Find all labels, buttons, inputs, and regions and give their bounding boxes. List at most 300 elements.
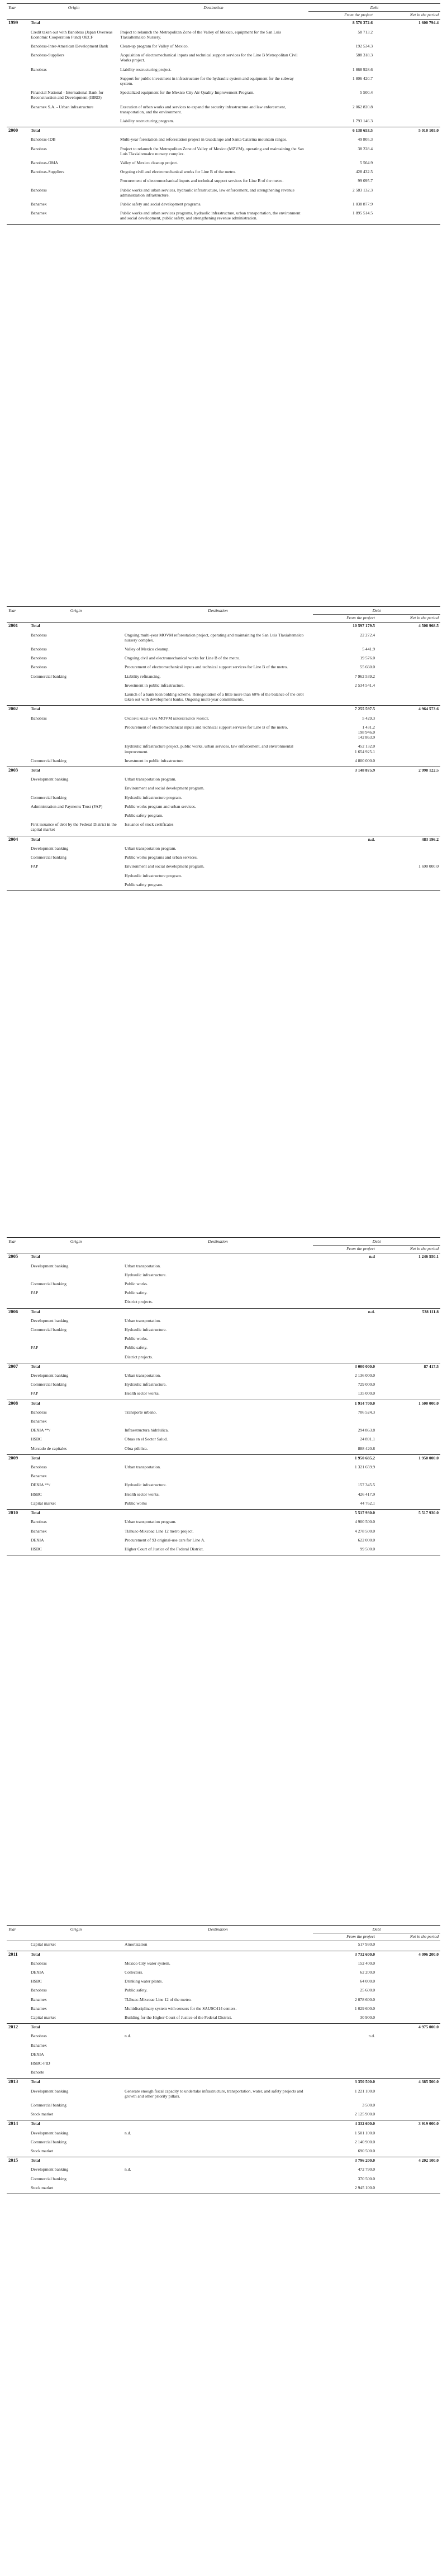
cell-from-project [313,2060,377,2069]
cell-net-period [377,682,440,691]
cell-destination: Hydraulic infrastructure program. [125,873,182,878]
cell-net-period [377,1409,440,1418]
cell-year [7,743,29,757]
cell-destination [123,1510,313,1519]
cell-from-project [313,812,377,821]
cell-origin: Banobras [31,647,47,652]
cell-net-period [377,1263,440,1272]
cell-net-period [374,89,440,103]
cell-year [7,1491,29,1500]
cell-year: 2011 [7,1951,29,1960]
table-row [7,178,440,186]
table-section-2005-2010 [0,1237,447,1915]
cell-origin: Banobras [31,632,47,638]
header-net-period: Net in the period [374,12,440,20]
debt-table [7,1925,440,2194]
cell-year [7,178,29,186]
cell-origin: Banorte [31,2070,45,2075]
cell-destination: Tláhuac-Mixcoac Line 12 of the metro. [125,1996,192,2002]
header-year: Year [7,607,29,615]
cell-destination [123,2157,313,2167]
cell-from-project [313,785,377,794]
cell-net-period [377,2148,440,2157]
cell-destination: Ongoing civil and electromechanical works for Line B of the metro. [120,169,236,175]
cell-from-project [313,1418,377,1427]
cell-year [7,1381,29,1390]
cell-net-period [377,845,440,854]
table-row [7,1960,440,1969]
cell-origin: DEXIA [31,1970,44,1975]
cell-destination [123,2042,313,2051]
cell-from-project: 38 228.4 [358,146,373,151]
table-row [7,1263,440,1272]
cell-origin: Banamex [31,1528,47,1534]
cell-destination: Ongoing multi-year MOVM reforestation project. [125,715,210,721]
cell-origin: HSBC [31,1491,42,1497]
cell-net-period [377,794,440,803]
cell-year: 2006 [7,1308,29,1318]
cell-destination [123,1473,313,1482]
table-row [7,655,440,664]
cell-origin: Banobras-IDB [31,137,56,142]
cell-destination: Amortization [125,1942,148,1947]
cell-origin: Development banking [31,2088,69,2094]
cell-net-period: 4 508 968.5 [418,623,439,629]
table-row [7,632,440,646]
cell-origin [29,682,123,691]
cell-net-period [377,1418,440,1427]
cell-year [7,1519,29,1528]
cell-net-period [377,2088,440,2102]
table-row [7,2033,440,2042]
cell-from-project [313,854,377,863]
cell-from-project: 4 900 500.0 [354,1519,375,1525]
header-origin: Origin [29,607,123,615]
cell-from-project: 1 221 100.0 [354,2088,375,2094]
total-row [7,1951,440,1960]
table-row [7,66,440,75]
cell-from-project [313,803,377,812]
cell-from-project: 888 420.8 [358,1445,375,1451]
cell-from-project: 3 000 000.0 [313,1363,377,1372]
cell-year [7,187,29,201]
cell-origin: Development banking [31,2167,69,2172]
cell-net-period: 3 919 000.0 [377,2120,440,2130]
cell-origin: Banobras [31,715,47,721]
cell-net-period [377,2166,440,2175]
cell-net-period [374,75,440,89]
cell-from-project: 426 417.9 [358,1491,375,1497]
cell-net-period [377,1482,440,1491]
total-row [7,623,440,632]
cell-from-project: 1 895 514.5 [308,210,374,224]
cell-net-period [377,2060,440,2069]
cell-year [7,29,29,43]
cell-origin: Banobras [31,66,47,72]
cell-destination: Valley of Mexico cleanup project. [120,160,178,166]
cell-from-project [313,2042,377,2051]
cell-from-project: 3 148 875.9 [313,767,377,777]
cell-year [7,2102,29,2111]
header-from-project: From the project [313,1933,377,1941]
cell-from-project: 58 713.2 [358,29,373,35]
cell-year [7,785,29,794]
cell-origin: Banobras [31,2033,47,2039]
cell-year: 2009 [7,1454,29,1464]
table-row [7,1987,440,1996]
cell-year [7,1281,29,1290]
cell-destination [123,2120,313,2130]
cell-year [7,1960,29,1969]
cell-year [7,2014,29,2024]
cell-year [7,1354,29,1363]
debt-table [7,1237,440,1555]
cell-origin [29,812,123,821]
table-row [7,776,440,785]
header-year: Year [7,4,29,12]
cell-destination [123,2148,313,2157]
cell-destination [123,1253,313,1263]
table-section-1999-2000 [0,3,447,596]
cell-net-period [377,2033,440,2042]
cell-origin: Banobras [31,664,47,670]
table-row [7,1445,440,1455]
table-row [7,43,440,52]
table-row [7,2069,440,2079]
header-from-project: From the project [308,12,374,20]
cell-from-project: 44 762.1 [360,1500,375,1506]
table-row [7,794,440,803]
cell-destination: Public works program and urban services. [125,803,196,809]
cell-year [7,104,29,118]
cell-year: 2012 [7,2024,29,2033]
cell-year [7,664,29,673]
cell-destination: Liability restructuring program. [120,118,174,124]
cell-net-period [377,2176,440,2185]
cell-year [7,1528,29,1537]
cell-from-project: 622 000.0 [358,1537,375,1543]
cell-from-project: 30 900.0 [360,2015,375,2020]
cell-origin: Total [29,1951,123,1960]
table-row [7,673,440,682]
table-row [7,75,440,89]
cell-from-project: 55 660.0 [360,664,375,670]
cell-net-period: 1 246 550.1 [418,1254,439,1260]
cell-year [7,210,29,224]
cell-net-period [377,1436,440,1445]
cell-net-period [377,1381,440,1390]
cell-from-project: n.d. [368,2033,375,2039]
cell-origin: Total [29,127,118,137]
cell-from-project: 2 078 600.0 [354,1996,375,2002]
cell-year: 2014 [7,2120,29,2130]
cell-origin: HSBC [29,1546,123,1555]
cell-origin: Total [29,1308,123,1318]
cell-destination: Public safety. [125,1290,148,1296]
cell-net-period [377,2102,440,2111]
table-row [7,2088,440,2102]
total-row [7,1510,440,1519]
cell-destination [123,2176,313,2185]
cell-net-period [377,1473,440,1482]
header-destination: Destination [123,1926,313,1933]
cell-net-period [377,1344,440,1353]
cell-net-period [377,1281,440,1290]
cell-year: 2007 [7,1363,29,1372]
cell-origin: Total [29,1400,123,1409]
table-row [7,1409,440,1418]
header-origin: Origin [29,1926,123,1933]
cell-year [7,724,29,744]
cell-destination: Transporte urbano. [125,1409,157,1415]
cell-origin: Commercial banking [31,758,66,763]
cell-from-project: 2 136 000.0 [354,1373,375,1378]
table-row [7,1299,440,1308]
cell-origin: Banamex S.A. - Urban infrastructure [31,104,94,109]
table-row [7,2148,440,2157]
cell-destination [123,1363,313,1372]
cell-year [7,89,29,103]
cell-destination: Health sector works. [125,1391,160,1396]
cell-destination: Execution of urban works and services to expand the security infrastructure and law enforcement, transportation, and the environment. [120,104,286,114]
table-row [7,2176,440,2185]
cell-destination: n.d. [125,2167,131,2172]
table-row [7,1546,440,1555]
cell-from-project: 1 321 659.9 [354,1464,375,1470]
cell-destination: Hydraulic infrastructure. [125,1382,167,1387]
cell-origin: Development banking [31,845,69,851]
cell-destination: Health sector works. [125,1491,160,1497]
cell-destination: District projects. [125,1299,153,1305]
table-section-2001-2004 [0,606,447,1227]
cell-origin: Banobras [31,1988,47,1993]
table-row [7,1335,440,1344]
table-row [7,882,440,891]
header-net-period: Net in the period [377,1246,440,1253]
cell-origin [29,1272,123,1281]
table-row [7,1327,440,1335]
cell-year: 2010 [7,1510,29,1519]
cell-net-period: 1 500 000.0 [377,1400,440,1409]
table-row [7,136,440,145]
total-row [7,20,440,29]
cell-origin: FAP [31,864,39,869]
cell-destination: Urban transportation program. [125,1519,177,1525]
cell-destination: Public works. [125,1336,148,1342]
table-row [7,1473,440,1482]
cell-year [7,1969,29,1978]
cell-destination: Hydraulic infrastructure. [125,1327,167,1333]
cell-origin [29,724,123,744]
cell-from-project [313,2051,377,2060]
cell-destination: Procurement of 93 original-use cars for Line A. [125,1537,206,1543]
cell-net-period [377,812,440,821]
cell-destination: Drinking water plants. [125,1979,163,1984]
cell-net-period [377,1537,440,1546]
cell-from-project: 706 524.3 [358,1409,375,1415]
cell-year [7,1372,29,1381]
cell-origin: Banamex [31,202,47,207]
cell-from-project: 1 806 420.7 [352,75,373,81]
table-row [7,2185,440,2194]
total-row [7,2079,440,2088]
cell-net-period [377,2130,440,2139]
cell-net-period [374,178,440,186]
cell-net-period: 1 600 794.4 [418,20,439,26]
table-row [7,2005,440,2014]
cell-net-period [374,43,440,52]
cell-destination: Hydraulic infrastructure program. [125,794,182,800]
header-destination: Destination [118,4,308,12]
cell-origin: Development banking [31,1318,69,1323]
table-row [7,201,440,210]
cell-origin: Total [29,2157,123,2167]
cell-from-project: 729 000.0 [358,1382,375,1387]
cell-from-project: n.d. [313,1308,377,1318]
cell-net-period [377,1969,440,1978]
cell-from-project: 2 945 100.0 [313,2185,377,2194]
cell-origin: Banobras [31,1960,47,1966]
cell-origin: Capital market [31,1942,56,1947]
cell-destination: Higher Court of Justice of the Federal District. [123,1546,313,1555]
cell-net-period [377,1987,440,1996]
cell-year: 2004 [7,836,29,845]
cell-from-project: 294 863.8 [358,1428,375,1433]
cell-origin: Total [29,2079,123,2088]
cell-net-period [374,136,440,145]
cell-origin: Total [29,2120,123,2130]
table-row [7,821,440,836]
cell-destination: Hydraulic infrastructure. [125,1482,167,1488]
cell-destination: Hydraulic infrastructure. [125,1272,167,1277]
cell-year [7,1445,29,1455]
cell-destination: Public safety program. [123,882,313,891]
total-row [7,127,440,137]
cell-from-project [313,1344,377,1353]
total-row [7,1363,440,1372]
cell-year [7,803,29,812]
cell-origin [29,1299,123,1308]
cell-year [7,1464,29,1473]
cell-from-project [313,1318,377,1327]
cell-from-project: 2 534 541.4 [354,682,375,688]
table-row [7,160,440,169]
cell-net-period [377,2139,440,2148]
cell-from-project [313,1354,377,1363]
cell-net-period: 4 975 000.0 [377,2024,440,2033]
table-row [7,2166,440,2175]
cell-from-project: 6 138 653.5 [308,127,374,137]
cell-from-project [313,1473,377,1482]
cell-origin: Banobras [31,187,47,193]
table-row [7,1272,440,1281]
cell-year [7,1335,29,1344]
cell-net-period [377,2014,440,2024]
cell-origin: DEXIA **/ [31,1428,50,1433]
cell-destination: Public safety. [125,1988,148,1993]
cell-from-project: 2 140 900.0 [354,2139,375,2144]
cell-year [7,821,29,836]
cell-year [7,43,29,52]
cell-net-period [377,854,440,863]
total-row [7,706,440,715]
cell-from-project: 4 278 500.0 [354,1528,375,1534]
cell-origin: Banamex [31,2042,47,2048]
cell-net-period [377,882,440,891]
cell-net-period [377,743,440,757]
cell-destination [123,767,313,777]
cell-origin: Development banking [31,777,69,782]
total-row [7,767,440,777]
cell-destination [123,706,313,715]
cell-year [7,1500,29,1510]
table-row [7,118,440,127]
cell-destination: Mexico City water system. [125,1960,170,1966]
cell-destination: Ongoing multi-year MOVM reforestation project, operating and maintaining the San Luis Tlaxialtemalco nursery complex. [125,632,304,643]
cell-net-period [377,1500,440,1510]
cell-year: 2000 [7,127,29,137]
cell-destination: Multi-year forestation and reforestation project in Guadalupe and Santa Catarina mountain ranges. [120,137,288,142]
cell-year [7,758,29,767]
cell-origin: DEXIA [31,2051,44,2057]
cell-year [7,655,29,664]
cell-net-period [377,655,440,664]
cell-origin: DEXIA [31,1537,44,1543]
cell-year: 2013 [7,2079,29,2088]
table-row [7,664,440,673]
cell-origin: Development banking [31,1373,69,1378]
cell-origin: Total [29,836,123,845]
cell-destination [123,1454,313,1464]
cell-from-project: 99 500.0 [313,1546,377,1555]
total-row [7,1400,440,1409]
cell-from-project [313,1299,377,1308]
cell-origin: First issuance of debt by the Federal District in the capital market [31,822,117,832]
cell-from-project: 10 597 179.5 [353,623,375,629]
table-row [7,863,440,872]
table-row [7,2051,440,2060]
cell-year [7,2130,29,2139]
cell-origin: Commercial banking [31,2139,66,2144]
cell-from-project: 1 431.2 198 946.0 142 863.9 [358,724,375,740]
cell-origin [29,118,118,127]
header-year: Year [7,1926,29,1933]
cell-destination: n.d. [125,2033,131,2039]
table-row [7,1390,440,1400]
cell-origin: Total [31,623,40,629]
cell-net-period [377,724,440,744]
cell-origin [29,1335,123,1344]
cell-net-period: 1 690 000.0 [418,864,439,869]
cell-origin: Banamex [31,2005,47,2011]
cell-net-period: 5 010 105.0 [374,127,440,137]
cell-net-period [377,1464,440,1473]
cell-destination: Hydraulic infrastructure project, public works, urban services, law enforcement, and environmental improvement. [125,744,293,754]
cell-year: 2005 [8,1253,18,1260]
cell-year [7,845,29,854]
header-debt: Debt [313,607,440,615]
cell-from-project: 428 432.5 [355,169,373,175]
cell-destination: Procurement of electromechanical inputs and technical support services for Line B of the metro. [120,178,284,184]
cell-destination: Public safety. [125,1345,148,1351]
cell-destination: Urban transportation program. [125,777,177,782]
cell-from-project: 5 500.4 [360,90,373,95]
header-debt: Debt [313,1238,440,1246]
table-row [7,210,440,224]
cell-net-period [377,715,440,724]
cell-from-project: 152 400.0 [358,1960,375,1966]
cell-net-period [377,1941,440,1951]
